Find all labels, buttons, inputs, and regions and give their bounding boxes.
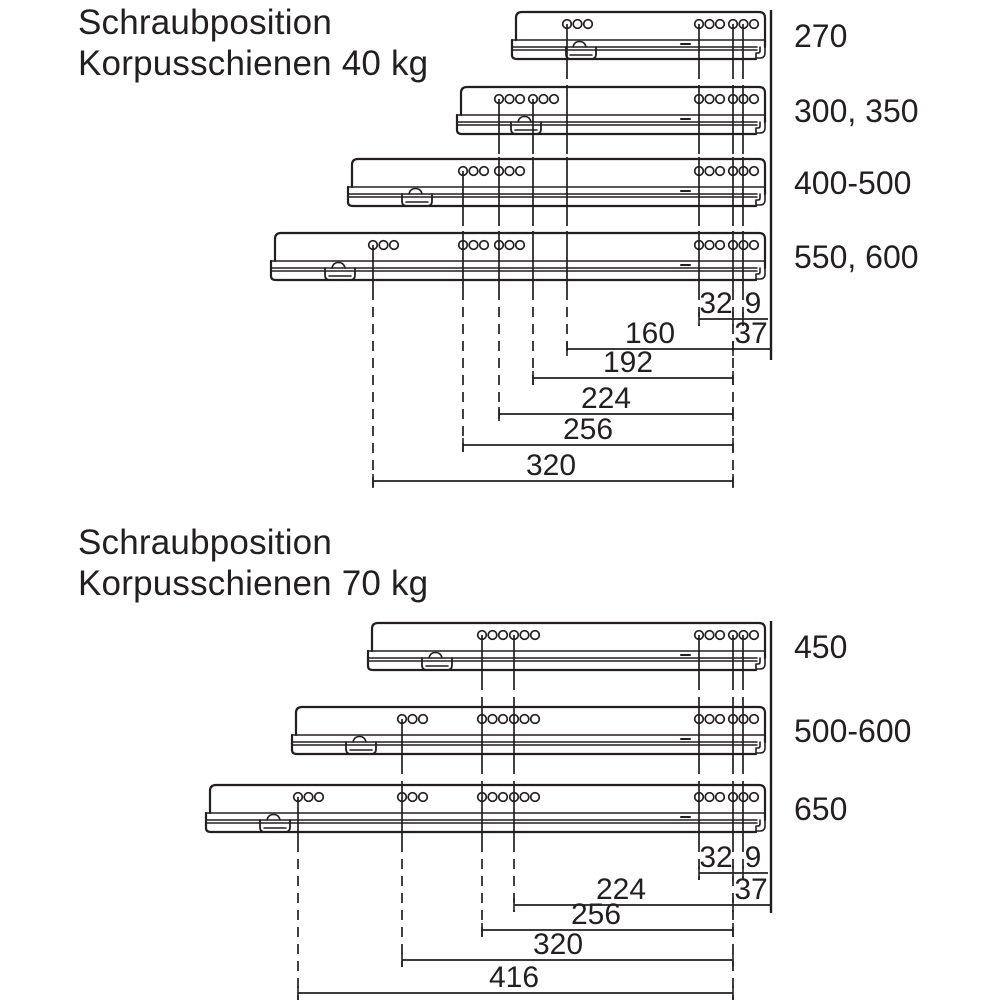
screw-hole	[705, 167, 714, 176]
dimension-256	[482, 898, 733, 937]
dimension-value-label: 9	[744, 287, 762, 320]
rail-length-label: 450	[794, 629, 848, 665]
latch-tab	[422, 658, 452, 670]
latch-tab	[346, 742, 376, 754]
rail-end-hook	[756, 47, 765, 58]
dimension-value-label: 256	[570, 898, 622, 931]
screw-hole	[390, 241, 399, 250]
rail-length-label: 500-600	[794, 713, 912, 749]
rail-body-outline	[210, 785, 765, 820]
screw-hole	[750, 631, 759, 640]
screw-hole	[505, 167, 514, 176]
screw-hole	[516, 167, 525, 176]
rail-400-500	[348, 159, 765, 206]
screw-hole	[304, 793, 313, 802]
rail-body-outline	[275, 233, 765, 268]
dimension-224	[499, 382, 733, 421]
screw-hole	[716, 241, 725, 250]
dimension-value-label: 224	[595, 873, 647, 906]
latch-tab	[402, 194, 432, 206]
latch-tab	[566, 47, 596, 59]
screw-hole	[488, 793, 497, 802]
section-title-40kg	[78, 2, 428, 84]
dimension-160-37	[567, 317, 771, 356]
screw-hole	[480, 167, 489, 176]
dimension-value-label: 37	[734, 317, 768, 350]
screw-hole	[520, 631, 529, 640]
title-line: Schraubposition	[78, 3, 332, 42]
screw-hole	[499, 793, 508, 802]
screw-hole	[550, 95, 559, 104]
screw-hole	[716, 95, 725, 104]
screw-hole	[705, 715, 714, 724]
screw-hole	[531, 631, 540, 640]
latch-bump	[429, 653, 442, 659]
rail-end-hook	[756, 742, 765, 753]
rail-length-label: 650	[794, 791, 848, 827]
dimension-256	[463, 413, 733, 452]
screw-hole	[516, 241, 525, 250]
rail-650	[206, 785, 765, 832]
screw-hole	[469, 241, 478, 250]
dimension-value-label: 9	[744, 841, 762, 874]
rail-length-label: 400-500	[794, 165, 912, 201]
screw-hole	[488, 715, 497, 724]
screw-hole	[520, 793, 529, 802]
rail-body-outline	[516, 12, 765, 47]
screw-hole	[716, 20, 725, 29]
screw-hole	[750, 20, 759, 29]
screw-hole	[520, 715, 529, 724]
screw-hole	[315, 793, 324, 802]
dimension-320	[373, 449, 733, 488]
section-title-70kg	[78, 522, 428, 604]
title-line: Korpusschienen 70 kg	[78, 564, 429, 603]
dimension-value-label: 37	[734, 873, 768, 906]
screw-hole	[716, 793, 725, 802]
screw-hole	[705, 95, 714, 104]
rail-500-600	[292, 707, 765, 754]
screw-hole	[573, 20, 582, 29]
screw-hole	[488, 631, 497, 640]
screw-hole	[716, 715, 725, 724]
title-line: Schraubposition	[78, 523, 332, 562]
dimension-value-label: 160	[624, 317, 676, 350]
screw-hole	[408, 715, 417, 724]
screw-hole	[705, 631, 714, 640]
screw-hole	[705, 241, 714, 250]
latch-bump	[573, 42, 586, 48]
diagram-70kg	[206, 621, 911, 1000]
rail-270	[512, 12, 765, 59]
rail-end-hook	[756, 658, 765, 669]
latch-bump	[332, 263, 345, 269]
rail-end-hook	[756, 820, 765, 831]
dimension-value-label: 224	[580, 382, 632, 415]
screw-hole	[716, 631, 725, 640]
screw-hole	[379, 241, 388, 250]
dimension-value-label: 256	[562, 413, 614, 446]
screw-hole	[716, 167, 725, 176]
dimension-value-label: 32	[699, 841, 733, 874]
screw-hole	[750, 95, 759, 104]
screw-hole	[419, 715, 428, 724]
screw-hole	[499, 631, 508, 640]
dimension-value-label: 32	[699, 287, 733, 320]
screw-hole	[531, 715, 540, 724]
rail-550-600	[271, 233, 765, 280]
screw-hole	[505, 241, 514, 250]
dimension-value-label: 320	[525, 449, 577, 482]
latch-bump	[409, 189, 422, 195]
screw-hole	[499, 715, 508, 724]
screw-hole	[750, 167, 759, 176]
rail-end-hook	[756, 194, 765, 205]
dimension-value-label: 192	[602, 346, 654, 379]
dimension-320	[402, 928, 733, 967]
screw-hole	[419, 793, 428, 802]
rail-body-outline	[461, 87, 765, 122]
screw-hole	[750, 715, 759, 724]
screw-hole	[750, 793, 759, 802]
latch-bump	[267, 815, 280, 821]
latch-tab	[511, 122, 541, 134]
screw-hole	[705, 793, 714, 802]
screw-hole	[469, 167, 478, 176]
screw-hole	[480, 241, 489, 250]
rail-end-hook	[756, 122, 765, 133]
screw-hole	[750, 241, 759, 250]
dimension-416	[298, 961, 733, 1000]
dimension-value-label: 320	[532, 928, 584, 961]
dimension-192	[533, 346, 733, 385]
rail-body-outline	[296, 707, 765, 742]
screw-hole	[584, 20, 593, 29]
screw-hole	[531, 793, 540, 802]
screw-hole	[505, 95, 514, 104]
rail-length-label: 550, 600	[794, 239, 919, 275]
dimension-value-label: 416	[488, 961, 540, 994]
title-line: Korpusschienen 40 kg	[78, 44, 429, 83]
screw-hole	[408, 793, 417, 802]
rail-end-hook	[756, 268, 765, 279]
latch-bump	[353, 737, 366, 743]
rail-length-label: 300, 350	[794, 93, 919, 129]
rail-body-outline	[372, 623, 765, 658]
latch-bump	[518, 117, 531, 123]
latch-tab	[325, 268, 355, 280]
latch-tab	[260, 820, 290, 832]
rail-450	[368, 623, 765, 670]
screw-hole	[705, 20, 714, 29]
screw-hole	[539, 95, 548, 104]
screw-hole	[516, 95, 525, 104]
rail-length-label: 270	[794, 18, 848, 54]
rail-300-350	[457, 87, 765, 134]
